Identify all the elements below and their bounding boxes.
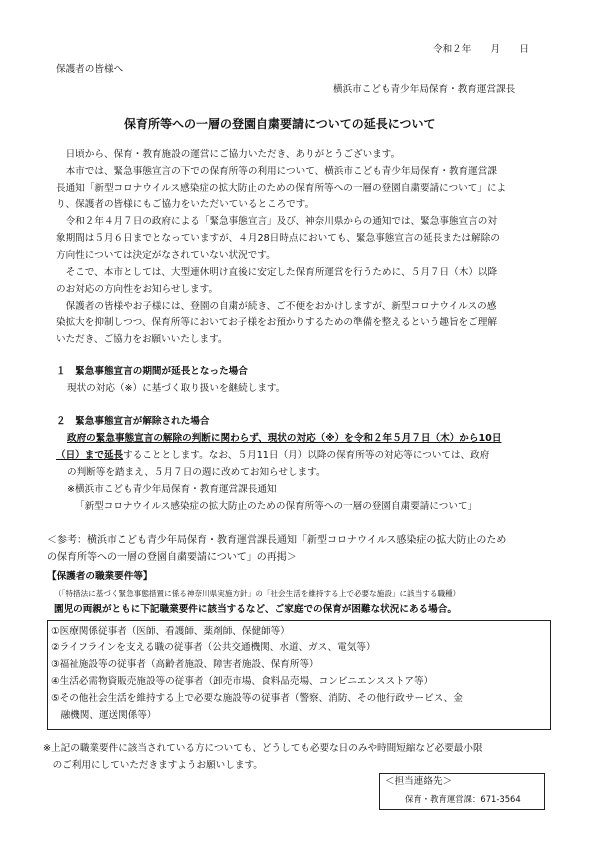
body-line: 令和２年４月７日の政府による「緊急事態宣言」及び、神奈川県からの通知では、緊急事態宣言の対 [56,216,497,227]
occupation-item: ④生活必需物資販売施設等の従事者（卸売市場、食料品売場、コンビニエンスストア等） [51,676,434,687]
reference-condition: 園児の両親がともに下記職業要件に該当するなど、ご家庭での保育が困難な状況にある場合。 [54,604,457,615]
occupation-item: ③福祉施設等の従事者（高齢者施設、障害者施設、保育所等） [51,659,319,670]
section2-line2 [56,450,489,462]
reference-line1: ＜参考：横浜市こども青少年局保育・教育運営課長通知「新型コロナウイルス感染症の拡大防止のため [47,535,507,546]
recipient: 保護者の皆様へ [56,64,124,75]
body-line: のお対応の方向性をお知らせします。 [56,284,219,295]
occupation-item: ①医療関係従事者（医師、看護師、薬剤師、保健師等） [51,626,290,637]
section2-line2-rest: することとします。なお、５月11日（月）以降の保育所等の対応等については、政府 [123,450,490,461]
section2-highlight-line2: （日）まで延長 [56,450,124,461]
section1-text: 現状の対応（※）に基づく取り扱いを継続します。 [67,383,286,394]
section2-note1: ※横浜市こども青少年局保育・教育運営課長通知 [67,484,277,495]
body-line: 日頃から、保育・教育施設の運営にご協力いただき、ありがとうございます。 [56,149,401,160]
contact-heading: ＜担当連絡先＞ [385,776,453,787]
section2-highlight-line1: 政府の緊急事態宣言の解除の判断に関わらず、現状の対応（※）を令和２年５月７日（木）から10日 [67,433,502,444]
section2-note2: 「新型コロナウイルス感染症の拡大防止のための保育所等への一層の登園自粛要請について」 [75,501,478,512]
date-line: 令和２年 月 日 [433,44,529,55]
occupation-item: ⑤その他社会生活を維持する上で必要な施設等の従事者（警察、消防、その他行政サービス、金 [51,693,463,704]
sender: 横浜市こども青少年局保育・教育運営課長 [333,84,516,95]
footer-note2: のご利用にしていただきますようお願いします。 [43,760,263,771]
body-line: 染拡大を抑制しつつ、保育所等においてお子様をお預かりするための準備を整えるという趣旨をご理解 [56,317,497,328]
page-title: 保育所等への一層の登園自粛要請についての延長について [124,117,436,131]
section2-line3: の判断等を踏まえ、５月７日の週に改めてお知らせします。 [67,467,326,478]
occupation-item: 融機関、運送関係等） [51,710,157,721]
body-line: いただき、ご協力をお願いいたします。 [56,334,228,345]
reference-line2: の保育所等への一層の登園自粛要請について」の再掲＞ [47,552,297,563]
body-line: そこで、本市としては、大型連休明け直後に安定した保育所運営を行うために、５月７日（木）以降 [56,267,498,278]
body-line: 長通知「新型コロナウイルス感染症の拡大防止のための保育所等への一層の登園自粛要請について」によ [56,183,507,194]
section2-heading: ２ 緊急事態宣言が解除された場合 [56,416,210,427]
footer-note1: ※上記の職業要件に該当されている方についても、どうしても必要な日のみや時間短縮など必要最小限 [43,743,483,754]
body-line: 象期間は５月６日までとなっていますが、４月28日時点においても、緊急事態宣言の延長または解除の [56,233,500,244]
body-line: 方向性については決定がなされていない状況です。 [56,250,276,261]
section1-heading: １ 緊急事態宣言の期間が延長となった場合 [56,366,248,377]
contact-line: 保育・教育運営課：671-3564 [405,794,521,804]
body-line: 保護者の皆様やお子様には、登園の自粛が続き、ご不便をおかけしますが、新型コロナウイルスの感 [56,301,497,312]
body-line: り、保護者の皆様にもご協力をいただいているところです。 [56,199,315,210]
occupation-item: ②ライフラインを支える職の従事者（公共交通機関、水道、ガス、電気等） [51,642,376,653]
reference-heading: 【保護者の職業要件等】 [47,571,153,582]
reference-small-note: （「特措法に基づく緊急事態措置に係る神奈川県実施方針」の「社会生活を維持する上で必要な施設」に該当する職種） [54,589,461,598]
body-line: 本市では、緊急事態宣言の下での保育所等の利用について、横浜市こども青少年局保育・教育運営課 [56,166,497,177]
